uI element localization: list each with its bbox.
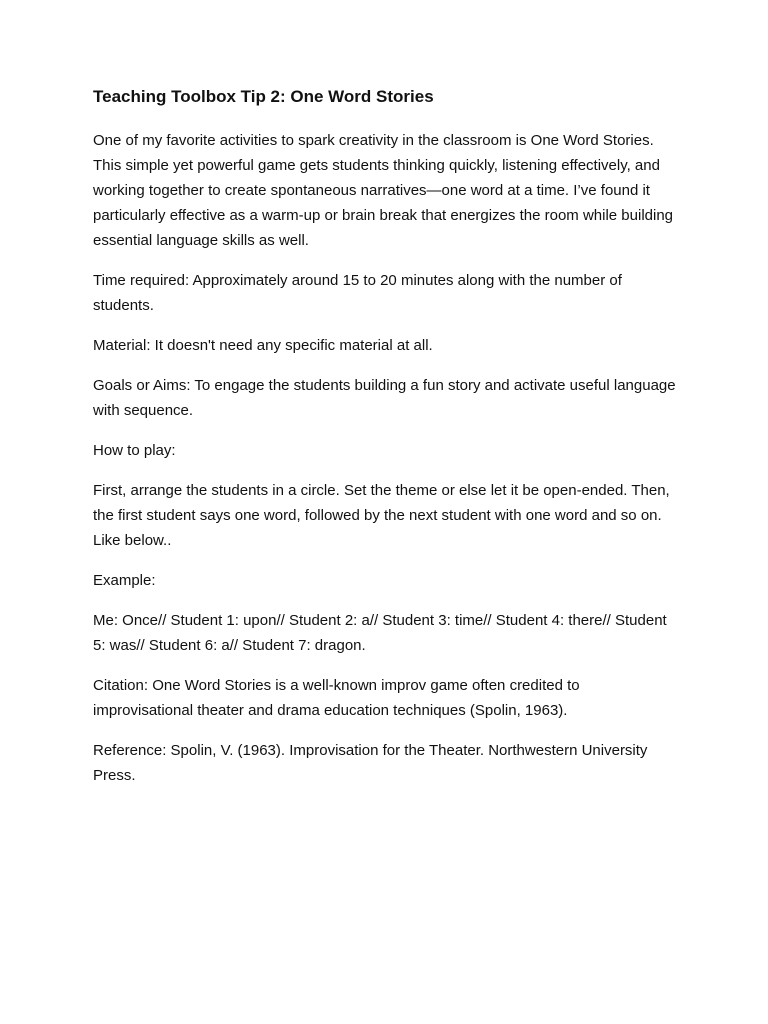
goals-paragraph: Goals or Aims: To engage the students building a fun story and activate useful language with sequence. <box>93 377 676 419</box>
document-page <box>93 86 683 803</box>
intro-paragraph: One of my favorite activities to spark creativity in the classroom is One Word Stories. This simple yet powerful game gets students thinking quickly, listening effectively, and working together to create spontaneous narratives—one word at a time. I’ve found it particularly effective as a warm-up or brain break that energizes the room while building essential language skills as well. <box>93 132 674 249</box>
document-title: Teaching Toolbox Tip 2: One Word Stories <box>93 87 434 106</box>
material-paragraph: Material: It doesn't need any specific material at all. <box>93 337 433 354</box>
example-heading: Example: <box>93 572 156 589</box>
citation-paragraph: Citation: One Word Stories is a well-known improv game often credited to improvisational theater and drama education techniques (Spolin, 1963). <box>93 677 580 719</box>
how-to-play-heading: How to play: <box>93 442 176 459</box>
instructions-paragraph: First, arrange the students in a circle. Set the theme or else let it be open-ended. Then, the first student says one word, followed by the next student with one word and so on. Like below.. <box>93 482 670 549</box>
example-paragraph: Me: Once// Student 1: upon// Student 2: a// Student 3: time// Student 4: there// Student 5: was// Student 6: a// Student 7: dragon. <box>93 612 667 654</box>
reference-paragraph: Reference: Spolin, V. (1963). Improvisation for the Theater. Northwestern University Press. <box>93 742 648 784</box>
time-required-paragraph: Time required: Approximately around 15 to 20 minutes along with the number of students. <box>93 272 622 314</box>
